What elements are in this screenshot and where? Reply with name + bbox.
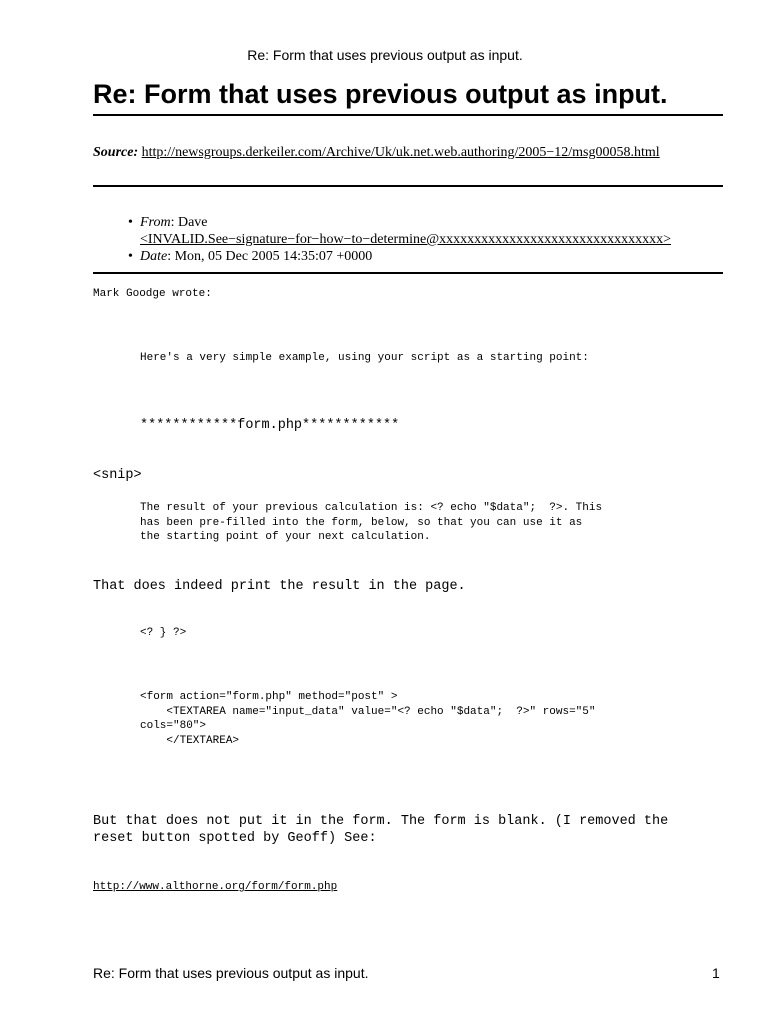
attribution-line: Mark Goodge wrote: <box>93 288 212 300</box>
quoted-result-text: The result of your previous calculation is: <? echo "$data"; ?>. This has been pre-filled into the form, below, so that you can use it as the starting point of your next calculation. <box>140 502 603 543</box>
page-number: 1 <box>712 965 720 981</box>
date-value: Mon, 05 Dec 2005 14:35:07 +0000 <box>174 249 373 264</box>
reply-paragraph-2: But that does not put it in the form. The form is blank. (I removed the reset button spotted by Geoff) See: <box>93 814 669 846</box>
from-item: • From: Dave <INVALID.See−signature−for−how−to−determine@xxxxxxxxxxxxxxxxxxxxxxxxxxxxxxxx> <box>128 214 728 248</box>
headers-divider <box>93 272 723 274</box>
date-label: Date <box>140 249 168 264</box>
page-title: Re: Form that uses previous output as input. <box>93 79 668 109</box>
running-header: Re: Form that uses previous output as input. <box>247 47 523 63</box>
message-headers <box>128 214 728 265</box>
source-line <box>93 145 733 161</box>
from-address-link[interactable]: <INVALID.See−signature−for−how−to−determine@xxxxxxxxxxxxxxxxxxxxxxxxxxxxxxxx> <box>140 232 672 247</box>
snip-marker: <snip> <box>93 468 142 483</box>
source-label: Source: <box>93 145 139 160</box>
quoted-filename: ************form.php************ <box>140 418 400 433</box>
title-divider <box>93 114 723 116</box>
source-divider <box>93 185 723 187</box>
form-example-link[interactable]: http://www.althorne.org/form/form.php <box>93 881 338 893</box>
quoted-close-tag: <? } ?> <box>140 627 187 639</box>
from-label: From <box>140 215 171 230</box>
source-link[interactable]: http://newsgroups.derkeiler.com/Archive/Uk/uk.net.web.authoring/2005−12/msg00058.html <box>141 145 660 160</box>
quoted-intro: Here's a very simple example, using your script as a starting point: <box>140 352 589 364</box>
footer-title: Re: Form that uses previous output as input. <box>93 965 369 981</box>
from-name: Dave <box>177 215 208 230</box>
date-item: • Date: Mon, 05 Dec 2005 14:35:07 +0000 <box>128 248 728 265</box>
reply-paragraph-1: That does indeed print the result in the page. <box>93 579 466 594</box>
quoted-form-code: <form action="form.php" method="post" > <TEXTAREA name="input_data" value="<? echo "$data"; ?>" rows="5" cols="80"> </TEXTAREA> <box>140 691 596 747</box>
